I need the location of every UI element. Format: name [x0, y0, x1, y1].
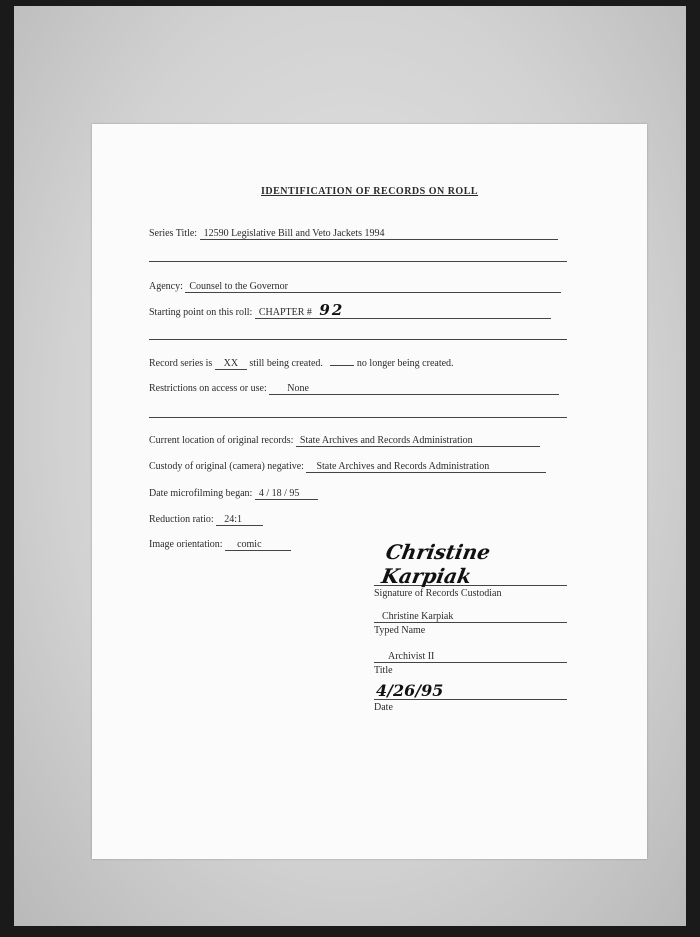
starting-point-handwritten: 92 [319, 301, 345, 319]
record-series-label: Record series is [149, 358, 213, 369]
typed-name-value: Christine Karpiak [374, 611, 567, 623]
date-began-row [149, 488, 318, 500]
scan-frame [14, 6, 686, 926]
signature-caption: Signature of Records Custodian [374, 588, 502, 599]
restrictions-blank-line [149, 417, 567, 418]
agency-value: Counsel to the Governor [185, 281, 561, 293]
series-title-row [149, 228, 558, 240]
signature-block [374, 540, 567, 599]
title-block [374, 651, 567, 676]
custodian-signature: Christine Karpiak [379, 540, 493, 588]
date-caption: Date [374, 702, 393, 713]
date-block [374, 683, 567, 713]
orientation-row [149, 539, 291, 551]
starting-point-row [149, 301, 551, 319]
restrictions-value: None [269, 383, 559, 395]
title-caption: Title [374, 665, 393, 676]
form-sheet [92, 124, 647, 859]
signature-line [374, 540, 567, 588]
no-longer-created-mark [330, 365, 354, 366]
starting-point-field [255, 301, 551, 319]
custody-value: State Archives and Records Administration [306, 461, 546, 473]
series-title-value: 12590 Legislative Bill and Veto Jackets 1994 [200, 228, 558, 240]
date-handwritten: 4/26/95 [376, 681, 444, 700]
starting-point-blank-line [149, 339, 567, 340]
date-began-label: Date microfilming began: [149, 488, 253, 499]
starting-point-value: CHAPTER # [258, 307, 312, 318]
still-created-mark: XX [215, 358, 247, 370]
location-value: State Archives and Records Administration [296, 435, 540, 447]
reduction-label: Reduction ratio: [149, 514, 214, 525]
series-title-label: Series Title: [149, 228, 198, 239]
orientation-label: Image orientation: [149, 539, 223, 550]
typed-name-block [374, 611, 567, 636]
typed-name-caption: Typed Name [374, 625, 426, 636]
location-row [149, 435, 540, 447]
agency-label: Agency: [149, 281, 183, 292]
starting-point-label: Starting point on this roll: [149, 307, 253, 318]
no-longer-created-text: no longer being created. [356, 358, 454, 369]
location-label: Current location of original records: [149, 435, 294, 446]
date-began-value: 4 / 18 / 95 [255, 488, 318, 500]
orientation-value: comic [225, 539, 291, 551]
reduction-value: 24:1 [216, 514, 263, 526]
custody-label: Custody of original (camera) negative: [149, 461, 304, 472]
restrictions-label: Restrictions on access or use: [149, 383, 267, 394]
custody-row [149, 461, 546, 473]
record-series-row [149, 358, 454, 370]
reduction-row [149, 514, 263, 526]
agency-row [149, 281, 561, 293]
title-value: Archivist II [374, 651, 567, 663]
date-line [374, 683, 567, 700]
still-created-text: still being created. [249, 358, 323, 369]
form-title: IDENTIFICATION OF RECORDS ON ROLL [260, 186, 479, 197]
series-title-blank-line [149, 261, 567, 262]
restrictions-row [149, 383, 559, 395]
